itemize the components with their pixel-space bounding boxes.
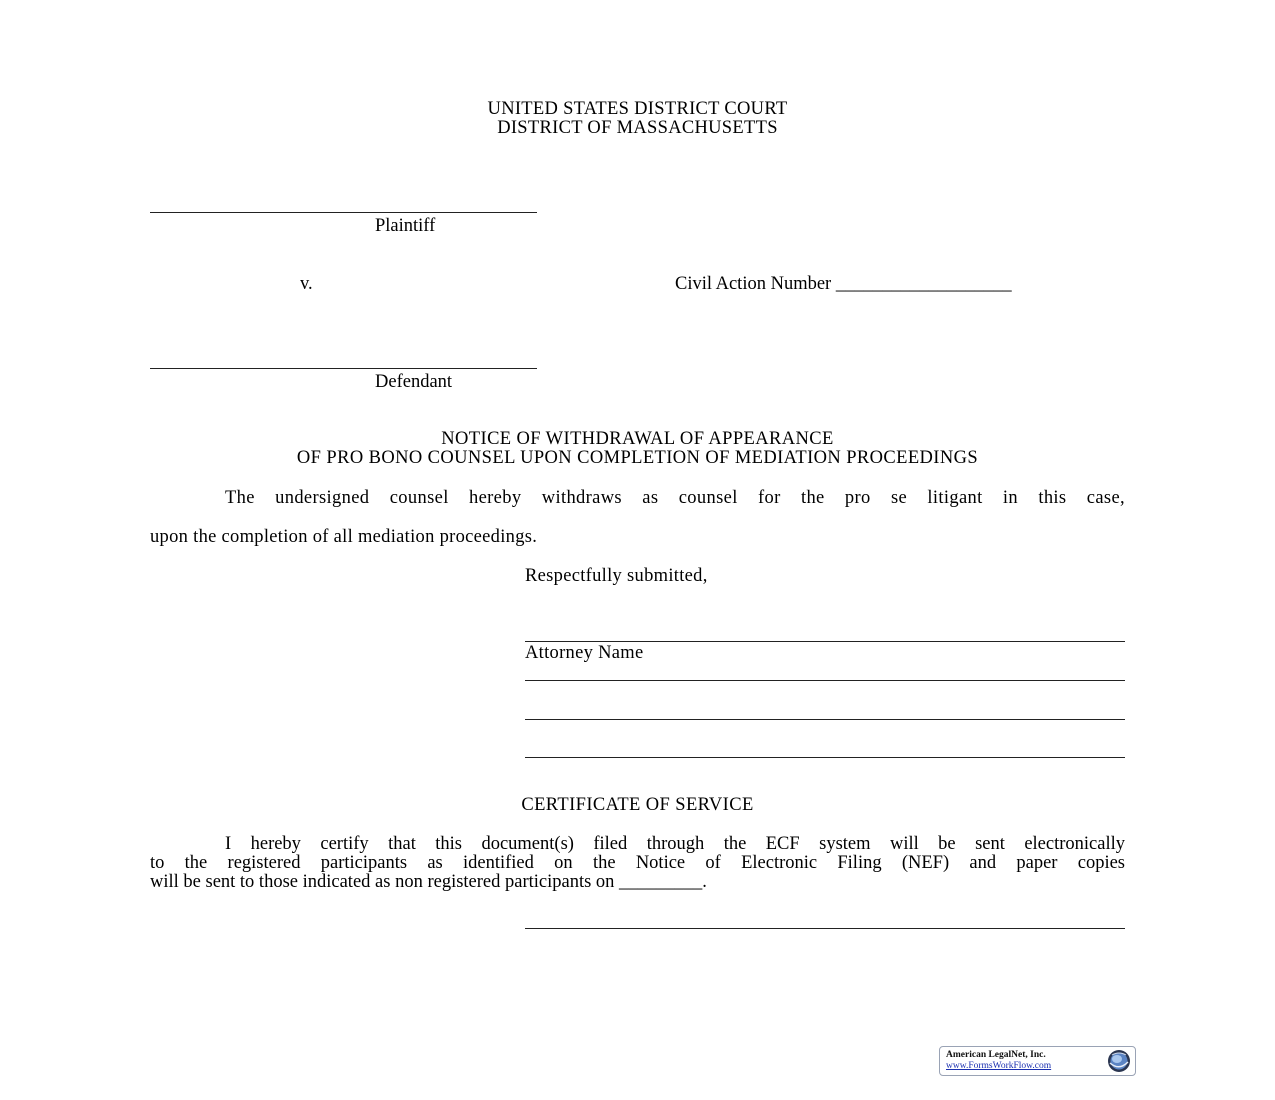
body-line-1: The undersigned counsel hereby withdraws as counsel for the pro se litigant in this case, [225,488,1125,508]
address-line-1[interactable] [525,680,1125,681]
globe-icon [1106,1049,1132,1073]
civil-action-number-field[interactable]: Civil Action Number ___________________ [675,274,1012,294]
versus-label: v. [300,274,313,294]
certificate-signature-line[interactable] [525,928,1125,929]
attorney-name-label: Attorney Name [525,643,644,663]
american-legalnet-badge[interactable] [939,1046,1136,1076]
court-header [0,100,1275,138]
certificate-line-3[interactable]: will be sent to those indicated as non registered participants on _________. [150,872,707,892]
address-line-2[interactable] [525,719,1125,720]
certificate-line-1: I hereby certify that this document(s) filed through the ECF system will be sent electronically [225,834,1125,854]
notice-title-line-1: NOTICE OF WITHDRAWAL OF APPEARANCE [441,429,834,449]
body-line-2: upon the completion of all mediation proceedings. [150,527,538,547]
defendant-blank-line[interactable] [150,368,537,369]
badge-url-link[interactable]: www.FormsWorkFlow.com [946,1061,1052,1071]
closing-text: Respectfully submitted, [525,566,708,586]
notice-title [0,430,1275,468]
address-line-3[interactable] [525,757,1125,758]
certificate-body [150,835,1125,892]
court-name: UNITED STATES DISTRICT COURT [487,99,788,119]
court-district: DISTRICT OF MASSACHUSETTS [497,118,778,138]
certificate-title: CERTIFICATE OF SERVICE [521,795,754,815]
signature-line[interactable] [525,641,1125,642]
notice-title-line-2: OF PRO BONO COUNSEL UPON COMPLETION OF MEDIATION PROCEEDINGS [296,448,979,468]
plaintiff-blank-line[interactable] [150,212,537,213]
plaintiff-label: Plaintiff [375,216,436,236]
certificate-line-2: to the registered participants as identified on the Notice of Electronic Filing (NEF) and paper copies [150,853,1125,873]
defendant-label: Defendant [375,372,453,392]
badge-company-name: American LegalNet, Inc. [946,1050,1046,1060]
